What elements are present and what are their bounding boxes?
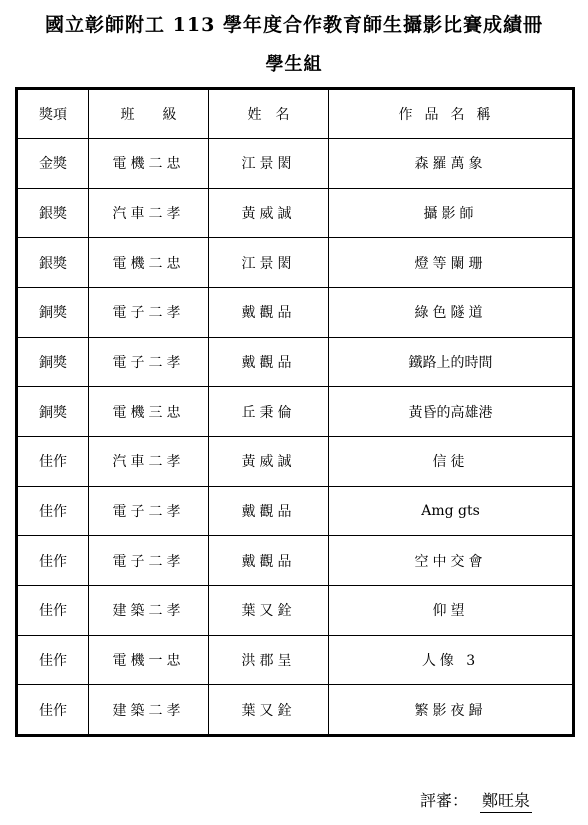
award-cell: 佳作 bbox=[17, 436, 89, 486]
class-cell: 電機一忠 bbox=[89, 635, 209, 685]
work-cell: 信徒 bbox=[329, 436, 574, 486]
table-row bbox=[17, 536, 574, 586]
class-cell: 汽車二孝 bbox=[89, 188, 209, 238]
header-class: 班 級 bbox=[89, 89, 209, 139]
name-cell: 戴觀品 bbox=[209, 486, 329, 536]
class-cell: 建築二孝 bbox=[89, 585, 209, 635]
work-cell: 鐵路上的時間 bbox=[329, 337, 574, 387]
class-cell: 電子二孝 bbox=[89, 287, 209, 337]
work-cell: 繁影夜歸 bbox=[329, 685, 574, 736]
work-cell: 人像 3 bbox=[329, 635, 574, 685]
name-cell: 丘秉倫 bbox=[209, 387, 329, 437]
work-cell: Amg gts bbox=[329, 486, 574, 536]
award-cell: 佳作 bbox=[17, 536, 89, 586]
document-subtitle: 學生組 bbox=[265, 54, 323, 75]
award-cell: 金獎 bbox=[17, 139, 89, 189]
award-cell: 銅獎 bbox=[17, 337, 89, 387]
header-award: 獎項 bbox=[17, 89, 89, 139]
class-cell: 電機三忠 bbox=[89, 387, 209, 437]
table-row bbox=[17, 337, 574, 387]
name-cell: 洪郡呈 bbox=[209, 635, 329, 685]
work-cell: 燈等闌珊 bbox=[329, 238, 574, 288]
work-cell: 森羅萬象 bbox=[329, 139, 574, 189]
table-row bbox=[17, 585, 574, 635]
award-cell: 銅獎 bbox=[17, 387, 89, 437]
header-work: 作品名稱 bbox=[329, 89, 574, 139]
name-cell: 戴觀品 bbox=[209, 536, 329, 586]
name-cell: 江景閎 bbox=[209, 139, 329, 189]
name-cell: 戴觀品 bbox=[209, 287, 329, 337]
results-table bbox=[15, 87, 575, 737]
judge-signature-line bbox=[420, 788, 532, 813]
award-cell: 佳作 bbox=[17, 685, 89, 736]
table-row bbox=[17, 685, 574, 736]
name-cell: 黃威誠 bbox=[209, 436, 329, 486]
class-cell: 電子二孝 bbox=[89, 486, 209, 536]
work-cell: 黃昏的高雄港 bbox=[329, 387, 574, 437]
class-cell: 汽車二孝 bbox=[89, 436, 209, 486]
award-cell: 佳作 bbox=[17, 585, 89, 635]
award-cell: 銅獎 bbox=[17, 287, 89, 337]
class-cell: 電機二忠 bbox=[89, 139, 209, 189]
work-cell: 綠色隧道 bbox=[329, 287, 574, 337]
class-cell: 建築二孝 bbox=[89, 685, 209, 736]
work-cell: 攝影師 bbox=[329, 188, 574, 238]
award-cell: 銀獎 bbox=[17, 188, 89, 238]
name-cell: 黃威誠 bbox=[209, 188, 329, 238]
table-row bbox=[17, 188, 574, 238]
award-cell: 佳作 bbox=[17, 635, 89, 685]
document-title: 國立彰師附工 113 學年度合作教育師生攝影比賽成績冊 bbox=[45, 14, 543, 36]
judge-name: 鄭旺泉 bbox=[480, 788, 532, 813]
table-row bbox=[17, 387, 574, 437]
class-cell: 電機二忠 bbox=[89, 238, 209, 288]
award-cell: 佳作 bbox=[17, 486, 89, 536]
table-row bbox=[17, 139, 574, 189]
judge-label: 評審： bbox=[420, 791, 469, 810]
name-cell: 江景閎 bbox=[209, 238, 329, 288]
award-cell: 銀獎 bbox=[17, 238, 89, 288]
table-row bbox=[17, 436, 574, 486]
table-row bbox=[17, 238, 574, 288]
class-cell: 電子二孝 bbox=[89, 536, 209, 586]
name-cell: 葉又銓 bbox=[209, 585, 329, 635]
table-header-row bbox=[17, 89, 574, 139]
header-name: 姓 名 bbox=[209, 89, 329, 139]
class-cell: 電子二孝 bbox=[89, 337, 209, 387]
name-cell: 戴觀品 bbox=[209, 337, 329, 387]
table-row bbox=[17, 287, 574, 337]
work-cell: 空中交會 bbox=[329, 536, 574, 586]
table-row bbox=[17, 486, 574, 536]
work-cell: 仰望 bbox=[329, 585, 574, 635]
table-row bbox=[17, 635, 574, 685]
name-cell: 葉又銓 bbox=[209, 685, 329, 736]
